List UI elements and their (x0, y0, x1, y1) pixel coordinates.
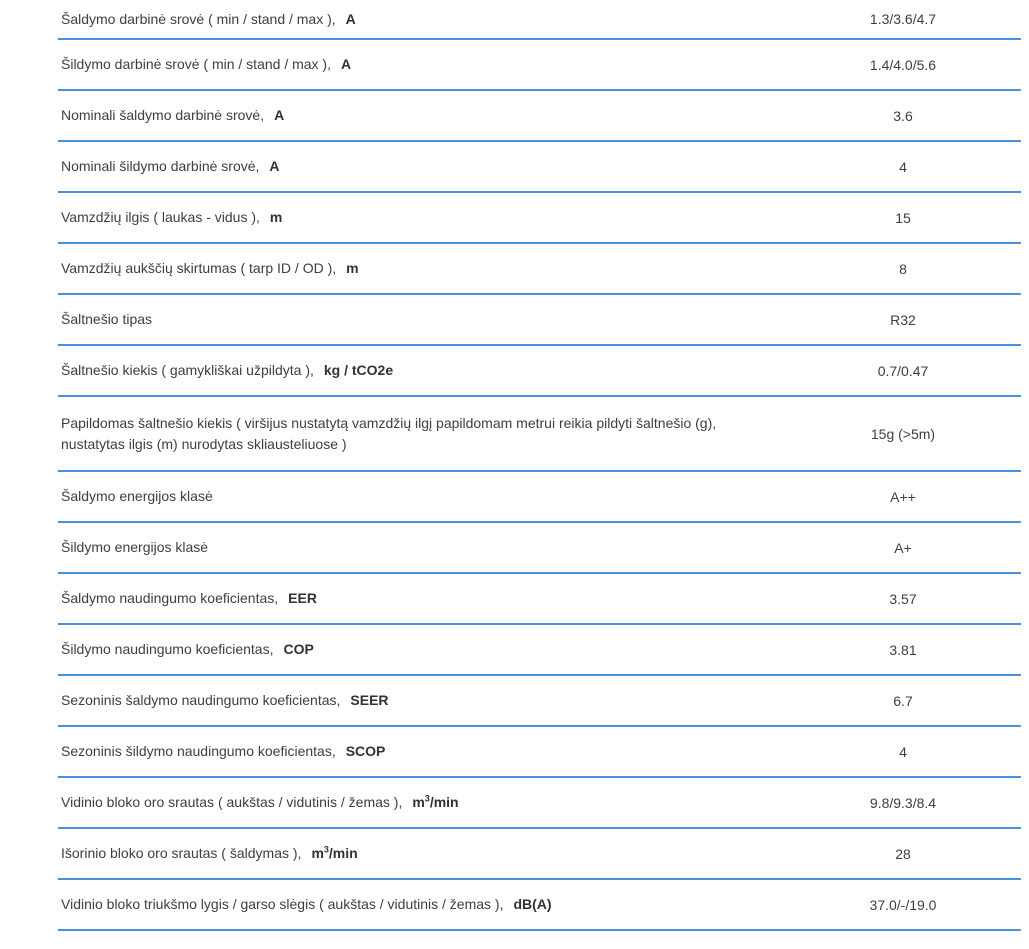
spec-label: Vidinio bloko oro srautas ( aukštas / vidutinis / žemas ), $m^3/\min$ (61, 793, 459, 810)
spec-row (58, 574, 1021, 625)
spec-row (58, 676, 1021, 727)
spec-row (58, 727, 1021, 778)
spec-value: 3.57 (889, 590, 917, 607)
spec-value: 37.0/-/19.0 (869, 896, 937, 913)
spec-row (58, 472, 1021, 523)
spec-value: 15g (>5m) (870, 425, 936, 442)
spec-label: Šildymo energijos klasė (61, 539, 209, 555)
spec-value: 4 (899, 158, 907, 175)
spec-table (58, 0, 1021, 931)
spec-label: Šaltnešio tipas (61, 311, 153, 327)
spec-label: Sezoninis šaldymo naudingumo koeficientas, SEER (61, 692, 389, 708)
spec-unit: SCOP (345, 743, 386, 759)
spec-label: Šildymo darbinė srovė ( min / stand / max ), A (61, 56, 352, 72)
spec-unit: $m^3/\min$ (412, 793, 459, 810)
spec-unit: A (341, 56, 352, 72)
spec-unit: m (346, 260, 359, 276)
spec-row (58, 0, 1021, 40)
spec-value: 9.8/9.3/8.4 (869, 794, 937, 811)
spec-value: 3.6 (893, 107, 913, 124)
spec-row (58, 193, 1021, 244)
spec-label: Vamzdžių ilgis ( laukas - vidus ), m (61, 209, 283, 225)
spec-row (58, 880, 1021, 931)
spec-row (58, 829, 1021, 880)
spec-unit: A (269, 158, 280, 174)
spec-value: 1.3/3.6/4.7 (869, 11, 937, 27)
spec-unit: A (345, 10, 356, 27)
spec-value: R32 (890, 311, 916, 328)
spec-label: Sezoninis šildymo naudingumo koeficientas, SCOP (61, 743, 386, 759)
spec-value: 28 (895, 845, 911, 862)
spec-label: Šaltnešio kiekis ( gamykliškai užpildyta ), kg / tCO2e (61, 362, 394, 378)
spec-label: Šaldymo darbinė srovė ( min / stand / max ), A (61, 10, 356, 27)
spec-row (58, 40, 1021, 91)
spec-row (58, 778, 1021, 829)
spec-value: 0.7/0.47 (877, 362, 929, 379)
spec-unit: kg / tCO2e (323, 362, 394, 378)
spec-unit: m (269, 209, 283, 225)
spec-label: Papildomas šaltnešio kiekis ( viršijus nustatytą vamzdžių ilgį papildomam metrui reikia pildyti šaltnešio (g), nustatytas ilgis (m) nurodytas skliausteliuose ) (61, 414, 717, 452)
spec-value: 4 (899, 743, 907, 760)
spec-row (58, 244, 1021, 295)
spec-label: Šaldymo naudingumo koeficientas, EER (61, 590, 317, 606)
spec-value: 8 (899, 260, 907, 277)
spec-unit: SEER (350, 692, 389, 708)
spec-row (58, 625, 1021, 676)
spec-label: Nominali šaldymo darbinė srovė, A (61, 107, 285, 123)
spec-unit: COP (283, 641, 314, 657)
spec-row (58, 397, 1021, 472)
spec-row (58, 295, 1021, 346)
spec-label: Vidinio bloko triukšmo lygis / garso slėgis ( aukštas / vidutinis / žemas ), dB(A) (61, 896, 552, 912)
spec-value: A+ (894, 539, 912, 556)
spec-value: 3.81 (889, 641, 917, 658)
spec-label: Šaldymo energijos klasė (61, 488, 213, 504)
spec-unit: EER (288, 590, 317, 606)
spec-row (58, 142, 1021, 193)
spec-value: 1.4/4.0/5.6 (869, 56, 937, 73)
spec-unit: dB(A) (513, 896, 552, 912)
spec-label: Išorinio bloko oro srautas ( šaldymas ), $m^3/\min$ (61, 844, 358, 861)
spec-unit: $m^3/\min$ (311, 844, 358, 861)
spec-value: 6.7 (893, 692, 913, 709)
spec-row (58, 346, 1021, 397)
spec-label: Šildymo naudingumo koeficientas, COP (61, 641, 314, 657)
spec-value: 15 (895, 209, 911, 226)
spec-row (58, 523, 1021, 574)
spec-unit: A (274, 107, 285, 123)
spec-row (58, 91, 1021, 142)
spec-label: Vamzdžių aukščių skirtumas ( tarp ID / OD ), m (61, 260, 359, 276)
spec-label: Nominali šildymo darbinė srovė, A (61, 158, 280, 174)
spec-value: A++ (890, 488, 916, 505)
